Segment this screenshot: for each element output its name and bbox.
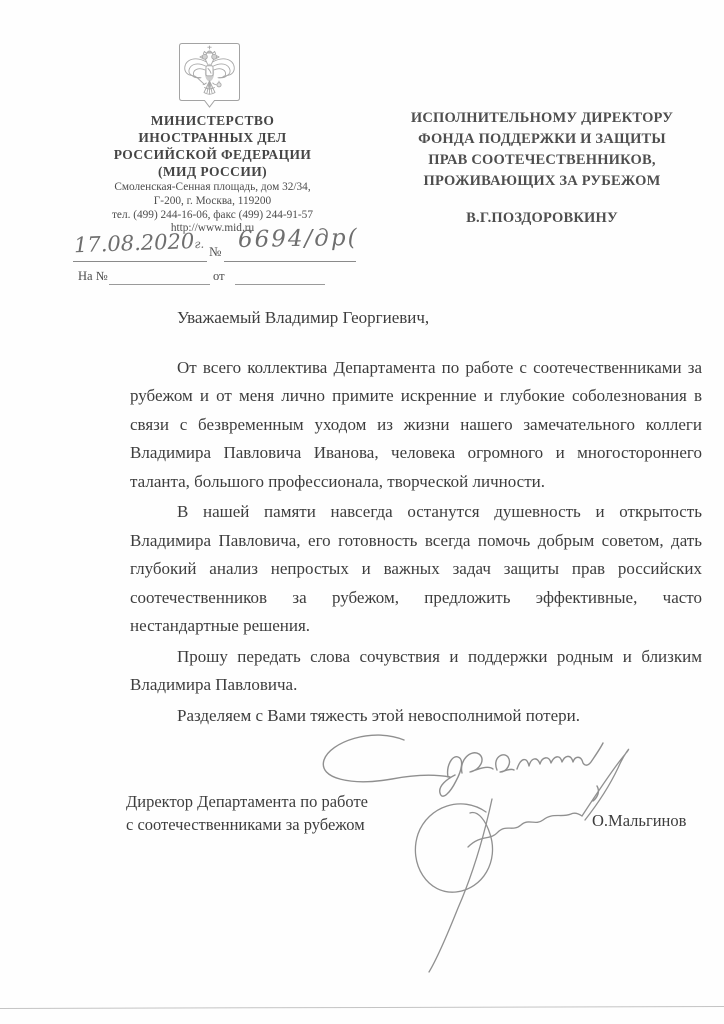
address-line: Смоленская-Сенная площадь, дом 32/34, [114,181,311,193]
signature-stroke [415,749,628,972]
salutation: Уважаемый Владимир Георгиевич, [177,308,430,327]
ministry-line: РОССИЙСКОЙ ФЕДЕРАЦИИ [113,147,312,162]
addressee-block [386,108,698,229]
paragraph: Разделяем с Вами тяжесть этой невосполнимой потери. [177,705,580,725]
coat-of-arms-icon [178,42,241,109]
paragraph: В нашей памяти навсегда останутся душевность и открытость Владимира Павловича, его готовность всегда помочь добрым советом, дать глубокий анализ непростых и важных задач защиты прав российских соотечественников за рубежом, предложить эффективные, часто нестандартные решения. [130,502,702,635]
ministry-line: (МИД РОССИИ) [157,164,268,179]
addressee-line: ПРАВ СООТЕЧЕСТВЕННИКОВ, [428,152,656,168]
addressee-line: ФОНДА ПОДДЕРЖКИ И ЗАЩИТЫ [418,131,666,147]
number-sign-label: № [209,244,222,259]
reply-to-number-label: На № [78,269,108,283]
signer-name: О.Мальгинов [592,811,687,830]
ministry-name-block [60,112,365,180]
address-line: тел. (499) 244-16-06, факс (499) 244-91-57 [112,208,313,221]
reply-date-underline [235,284,325,285]
addressee-line: ИСПОЛНИТЕЛЬНОМУ ДИРЕКТОРУ [410,110,674,126]
handwritten-outgoing-number: 6694/др( [237,224,359,254]
reply-from-label: от [213,269,225,283]
letter-body [130,304,702,732]
signer-position-line: с соотечественниками за рубежом [126,814,365,834]
address-line: Г-200, г. Москва, 119200 [153,194,272,207]
paragraph: Прошу передать слова сочувствия и поддержки родным и близким Владимира Павловича. [130,646,702,694]
date-underline [73,261,207,262]
ministry-line: ИНОСТРАННЫХ ДЕЛ [138,130,287,145]
scan-edge-line [0,1006,724,1009]
addressee-name: В.Г.ПОЗДОРОВКИНУ [466,210,618,226]
signer-position [126,791,426,836]
signer-position-line: Директор Департамента по работе [126,792,368,811]
ministry-line: МИНИСТЕРСТВО [150,113,275,128]
handwritten-closing-text [0,0,1,1]
website-url: http://www.mid.ru [170,222,255,235]
reply-number-underline [109,284,210,285]
handwritten-date: 17.08.2020г. [73,229,205,258]
addressee-line: ПРОЖИВАЮЩИХ ЗА РУБЕЖОМ [423,173,661,189]
paragraph: От всего коллектива Департамента по работе с соотечественниками за рубежом и от меня лично примите искренние и глубокие соболезнования в связи с безвременным уходом из жизни нашего замечательного коллеги Владимира Павловича Иванова, человека огромного и многостороннего таланта, большого профессионала, творческой личности. [130,357,702,491]
number-underline [224,261,356,262]
